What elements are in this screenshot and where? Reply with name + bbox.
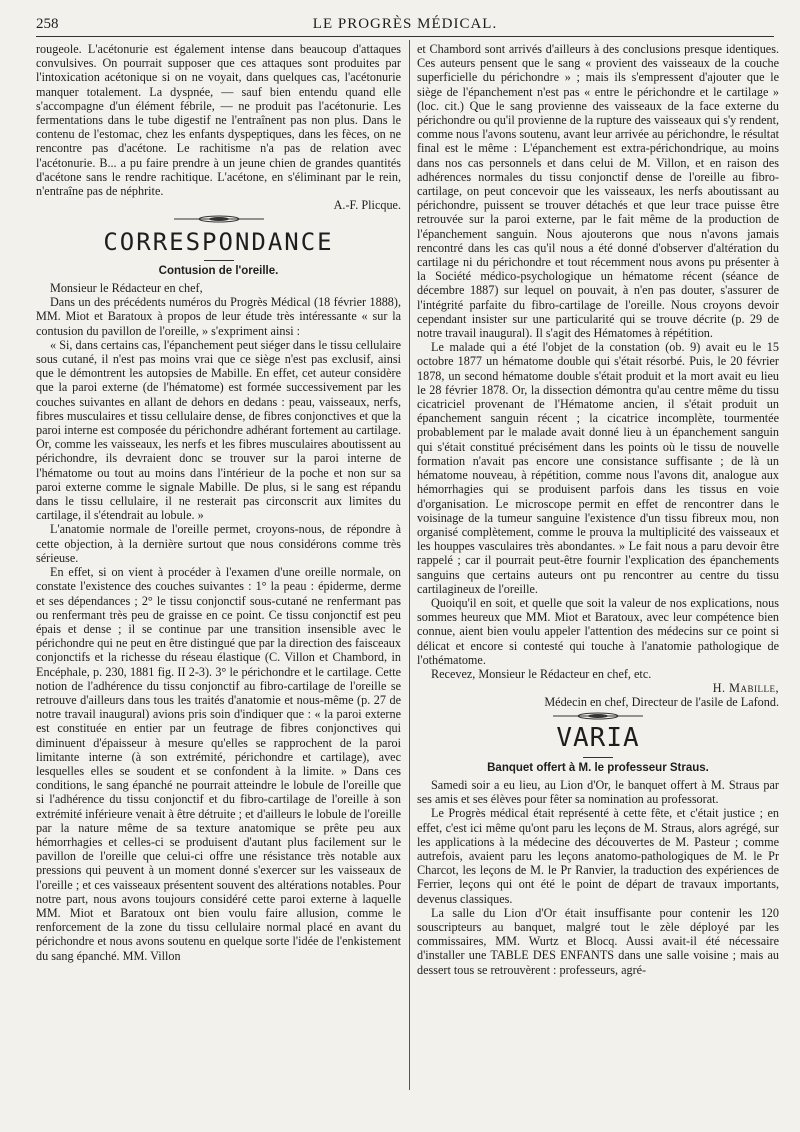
banquet-subtitle: Banquet offert à M. le professeur Straus. <box>487 761 709 774</box>
contusion-subtitle: Contusion de l'oreille. <box>158 265 279 278</box>
mabille-signature <box>417 681 779 709</box>
right-column <box>417 42 779 1090</box>
letter-closing: Recevez, Monsieur le Rédacteur en chef, etc. <box>431 666 652 681</box>
left-column <box>36 42 401 1090</box>
case-paragraph: Le malade qui a été l'objet de la constation (ob. 9) avait eu le 15 octobre 1877 un hématome double qui s'était résorbé. Puis, le 20 février 1878, un second hématome double s'était produit et la mort avait eu lieu le 28 février 1878. Or, la dissection démontra qu'au centre même du tissu cicatriciel provenant de l'Hématome ancien, il s'était produit un épanchement sanguin récent ; la cicatrice incomplète, tourmentée probablement par le malade avait donné lieu à un épanchement sanguin qui s'était constitué précisément dans les points où le tissu de nouvelle formation n'avait pas encore une consistance suffisante ; de là un hématome nouveau, à répétition, comme nous l'avons dit, analogue aux hémorrhagies qui se produisent parfois dans les tissus en voie d'organisation. Le microscope permit en effet de rencontrer dans le voisinage de la tumeur sanguine l'existence d'un tissu fibreux mou, non organisé complètement, comme le prouva la multiplicité des vaisseaux et les houppes vasculaires très abondantes. » Le fait nous a paru devoir être rappelé ; car il pourrait peut-être fournir l'explication des épanchements sanguins que certains auteurs ont pu rencontrer au centre du tissu cartilagineux de l'oreille. <box>417 340 779 596</box>
page-number: 258 <box>36 16 59 32</box>
signature-role: Médecin en chef, Directeur de l'asile de Lafond. <box>544 694 779 709</box>
closing-paragraph: Quoiqu'il en soit, et quelle que soit la valeur de nos explications, nous sommes heureux que MM. Miot et Baratoux, avec leur compétence bien connue, aient bien voulu appeler l'attention des médecins sur ce point si délicat et encore si contesté qui touche à l'anatomie pathologique de l'othématome. <box>417 595 779 667</box>
conclusions-paragraph: et Chambord sont arrivés d'ailleurs à des conclusions presque identiques. Ces auteurs pensent que le sang « provient des vaisseaux de la couche superficielle du périchondre » ; mais ils s'empressent d'ajouter que le siège de l'épanchement n'est pas « entre le périchondre et le cartilage » (loc. cit.) Que le sang provienne des vaisseaux de la face externe du périchondre ou qu'il provienne de la rupture des vaisseaux qui s'y rendent, comme nous l'avons soutenu, avant leur arrivée au périchondre, le résultat final est le même : L'épanchement est extra-périchondrique, au moins dans nos cas personnels et dans celui de M. Villon, et en raison des adhérences normales du tissu conjonctif dense de l'oreille au fibro-cartilage, on peut concevoir que les vaisseaux, les nerfs aboutissant au périchondre, puissent se trouver détachés et que leur trace puisse être retrouvée sur la paroi externe, par le fait même de la production de l'épanchement sanguin. Nous ajouterons que nous n'avons jamais rencontré dans les cas qu'il nous a été donné d'observer d'altération du cartilage ni du périchondre et tout récemment nous avons pu présenter à la Société médico-psychologique un hématome récent (séance de décembre 1887) sur lequel on pouvait, à n'en pas douter, s'assurer de l'intégrité parfaite du fibro-cartilage de l'oreille. Nous croyons devoir cependant insister sur une particularité qui se trouve décrite (p. 29 de notre travail inaugural). Il s'agit des Hématomes à répétition. <box>417 42 779 341</box>
title-underline <box>583 757 613 758</box>
anatomy-paragraph: L'anatomie normale de l'oreille permet, croyons-nous, de répondre à cette objection, à la dernière surtout que nous considérons comme très sérieuse. <box>36 522 401 565</box>
acetonurie-paragraph: rougeole. L'acétonurie est également intense dans beaucoup d'attaques convulsives. On pourrait supposer que ces attaques sont produites par l'intoxication acétonique si on ne voyait, dans quelques cas, l'acétonurie manquer totalement. La dyspnée, — sauf bien entendu quand elle s'accompagne d'un élément fébrile, — ne produit pas l'acétonurie. Les fermentations dans le tube digestif ne l'entraînent pas non plus. Dans le contenu de l'estomac, chez les enfants dyspeptiques, dans les fèces, on ne rencontre pas d'acétone. Le rachitisme n'a pas de relation avec l'acétonurie. B... a pu faire prendre à un jeune chien de grandes quantités d'acétone sans le rendre rachitique. L'acétone, en s'éliminant par le rein, n'entraîne pas de néphrite. <box>36 42 401 199</box>
ornament-divider <box>553 711 643 721</box>
correspondance-title: CORRESPONDANCE <box>103 228 334 257</box>
column-rule <box>409 40 410 1090</box>
page-header <box>36 14 774 37</box>
plicque-signature: A.-F. Plicque. <box>333 198 401 213</box>
salutation: Monsieur le Rédacteur en chef, <box>50 281 203 296</box>
examination-paragraph: En effet, si on vient à procéder à l'examen d'une oreille normale, on constate l'existence des couches suivantes : 1° la peau : épiderme, derme et ses dépendances ; 2° le tissu conjonctif sous-cutané ne renfermant pas ou renfermant très peu de graisse en ce point. Ce tissu conjonctif est peu épais et dense ; il se continue par une transition insensible avec le périchondre qui ne peut en être distingué que par la direction des faisceaux conjonctifs et la richesse du réseau élastique (C. Villon et Chambord, in Encéphale, p. 230, 1881 fig. II 2-3). 3° le périchondre et le cartilage. Cette notion de l'adhérence du tissu conjonctif au fibro-cartilage de l'oreille se retrouve d'ailleurs dans tous les traités d'anatomie et nous-même (p. 27 de notre travail inaugural) avions pris soin d'indiquer que : « la paroi externe est constituée en entier par un feutrage de fibres conjonctives qui diminuent d'épaisseur à mesure qu'elles se rapprochent de la paroi limitante interne (à son extrémité, périchondre et cartilage), avec lesquelles elles se soudent et se confondent à la limite. » Dans ces conditions, le sang épanché ne pourrait atteindre le lobule de l'oreille que si l'adhérence du tissu conjonctif et du fibro-cartilage de l'oreille à son extrémité inférieure venait à être détruite ; et d'ailleurs le lobule de l'oreille par la nature même de sa texture anatomique se prête peu aux hémorrhagies et celles-ci se produisent d'autant plus facilement sur le pavillon de l'oreille que celui-ci offre une résistance très notable aux pressions qui peuvent à un moment donné s'exercer sur les vaisseaux de l'oreille ; et ces vaisseaux présentent souvent des altérations notables. Pour notre part, nous avons toujours considéré cette paroi externe à laquelle MM. Miot et Baratoux ont bien voulu faire allusion, comme le renforcement de la zone du tissu cellulaire normal placé en avant du périchondre et nous avons soutenu en quelque sorte l'idée de l'enkistement du sang épanché. MM. Villon <box>36 565 401 963</box>
salle-paragraph: La salle du Lion d'Or était insuffisante pour contenir les 120 souscripteurs au banquet, malgré tout le zèle déployé par les commissaires, MM. Wurtz et Blocq. Aussi avait-il été nécessaire d'installer une TABLE DES ENFANTS dans une salle voisine ; mais au dessert tous se retrouvèrent : professeurs, agré- <box>417 905 779 977</box>
progres-paragraph: Le Progrès médical était représenté à cette fête, et c'était justice ; en effet, c'est ici même qu'ont paru les leçons de M. Straus, alors agrégé, sur les applications à la médecine des découvertes de M. Pasteur ; comme autrefois, avaient paru les leçons anatomo-pathologiques de M. le Pr Charcot, les leçons de M. le Pr Ranvier, la traduction des expériences de Ferrier, leçons qui ont été le point de départ de travaux importants, devenus classiques. <box>417 806 779 906</box>
ornament-divider <box>174 214 264 224</box>
letter-intro-paragraph: Dans un des précédents numéros du Progrès Médical (18 février 1888), MM. Miot et Baratoux à propos de leur étude très intéressante « sur la contusion du pavillon de l'oreille, » s'expriment ainsi : <box>36 295 401 338</box>
running-title: LE PROGRÈS MÉDICAL. <box>312 16 498 32</box>
title-underline <box>204 260 234 261</box>
varia-title: VARIA <box>556 722 640 753</box>
signature-name: H. Mabille, <box>712 680 779 695</box>
quotation-paragraph: « Si, dans certains cas, l'épanchement peut siéger dans le tissu cellulaire sous cutané, il n'est pas moins vrai que ce siège n'est pas exclusif, ainsi que le démontrent les autopsies de Mabille. En effet, cet auteur considère que la paroi externe (de l'hématome) est formée successivement par les couches suivantes en allant de dehors en dedans : peau, vaisseaux, nerfs, fibres musculaires et tissu cellulaire dense, de fibres conjonctives et que la paroi interne est composée du périchondre adhérant fortement au cartilage. Or, comme les vaisseaux, les nerfs et les fibres musculaires aboutissent au périchondre, ils devraient donc se trouver sur la paroi interne de l'hématome ou tout au moins dans l'intérieur de la poche et non sur sa paroi externe comme le signale Mabille. De plus, si le sang est répandu dans le tissu cellulaire, il ne resterait pas circonscrit aux limites du cartilage, il s'étendrait au lobule. » <box>36 337 401 523</box>
banquet-paragraph: Samedi soir a eu lieu, au Lion d'Or, le banquet offert à M. Straus par ses amis et ses élèves pour fêter sa nomination au professorat. <box>417 777 779 807</box>
